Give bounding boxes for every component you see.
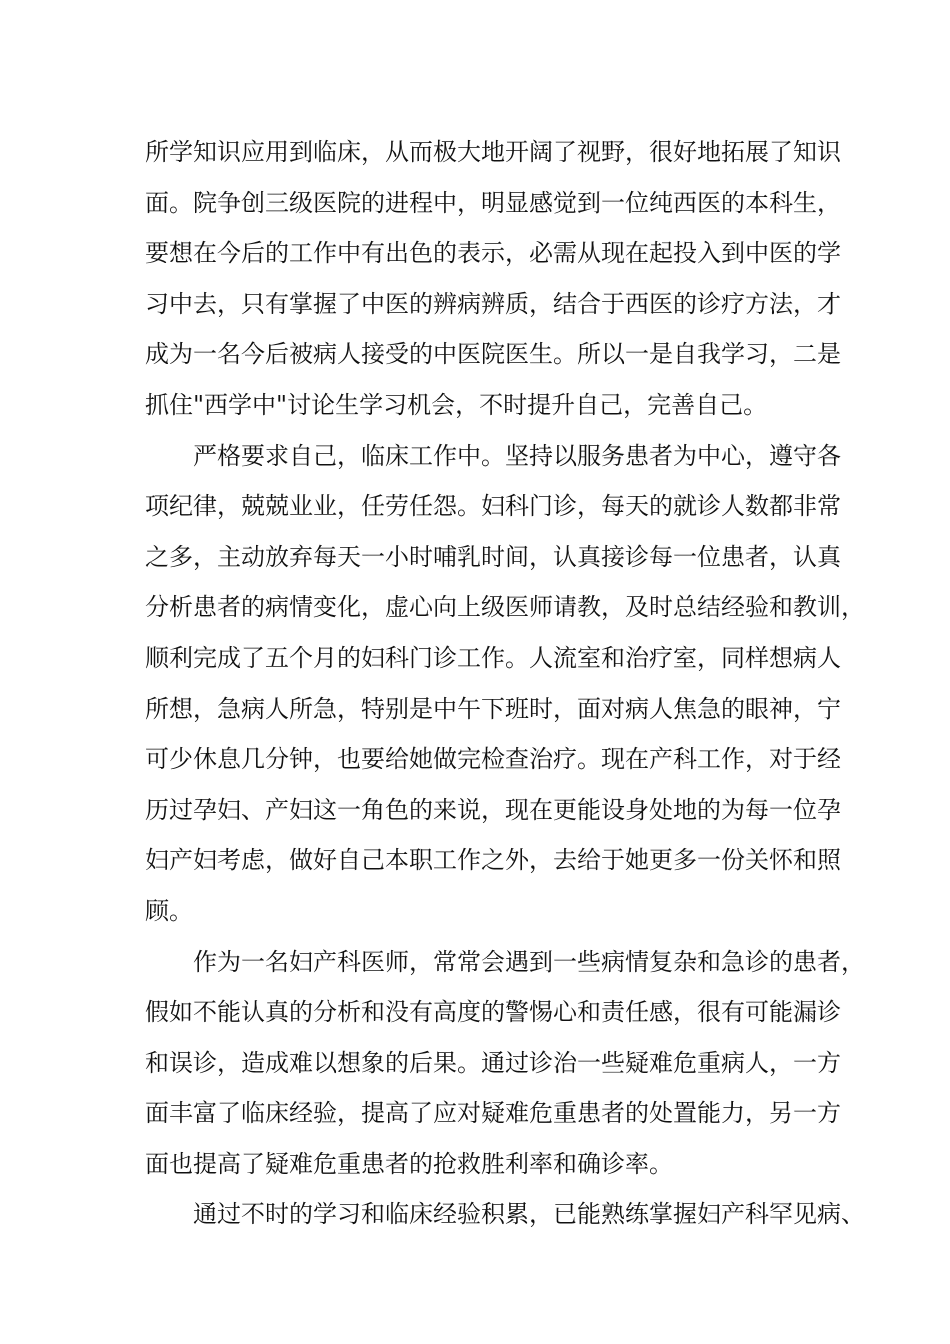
text-line: 和误诊，造成难以想象的后果。通过诊治一些疑难危重病人，一方	[145, 1048, 841, 1077]
paragraph	[145, 937, 865, 1190]
text-line: 之多，主动放弃每天一小时哺乳时间，认真接诊每一位患者，认真	[145, 542, 841, 571]
paragraph	[145, 431, 865, 937]
text-line: 面也提高了疑难危重患者的抢救胜利率和确诊率。	[145, 1149, 673, 1178]
text-line: 顺利完成了五个月的妇科门诊工作。人流室和治疗室，同样想病人	[145, 643, 841, 672]
text-line: 所想，急病人所急，特别是中午下班时，面对病人焦急的眼神，宁	[145, 694, 841, 723]
text-line: 抓住"西学中"讨论生学习机会，不时提升自己，完善自己。	[145, 390, 768, 419]
text-line: 可少休息几分钟，也要给她做完检查治疗。现在产科工作，对于经	[145, 745, 841, 774]
text-line: 所学知识应用到临床，从而极大地开阔了视野，很好地拓展了知识	[145, 138, 841, 166]
document-body	[145, 127, 865, 1240]
text-line: 历过孕妇、产妇这一角色的来说，现在更能设身处地的为每一位孕	[145, 795, 841, 824]
text-line: 面。院争创三级医院的进程中，明显感觉到一位纯西医的本科生，	[145, 188, 841, 217]
text-line: 顾。	[145, 896, 193, 925]
text-line: 面丰富了临床经验，提高了应对疑难危重患者的处置能力，另一方	[145, 1099, 841, 1128]
text-line: 习中去，只有掌握了中医的辨病辨质，结合于西医的诊疗方法，才	[145, 289, 841, 318]
text-line: 成为一名今后被病人接受的中医院医生。所以一是自我学习，二是	[145, 340, 841, 369]
paragraph	[145, 1189, 865, 1240]
text-line: 严格要求自己，临床工作中。坚持以服务患者为中心，遵守各	[193, 441, 841, 470]
text-line: 分析患者的病情变化，虚心向上级医师请教，及时总结经验和教训，	[145, 593, 865, 622]
text-line: 假如不能认真的分析和没有高度的警惕心和责任感，很有可能漏诊	[145, 998, 841, 1027]
text-line: 要想在今后的工作中有出色的表示，必需从现在起投入到中医的学	[145, 239, 841, 268]
text-line: 项纪律，兢兢业业，任劳任怨。妇科门诊，每天的就诊人数都非常	[145, 492, 841, 521]
text-line: 通过不时的学习和临床经验积累，已能熟练掌握妇产科罕见病、	[193, 1200, 865, 1229]
text-line: 作为一名妇产科医师，常常会遇到一些病情复杂和急诊的患者，	[193, 947, 865, 976]
paragraph	[145, 127, 841, 431]
text-line: 妇产妇考虑，做好自己本职工作之外，去给于她更多一份关怀和照	[145, 846, 841, 875]
